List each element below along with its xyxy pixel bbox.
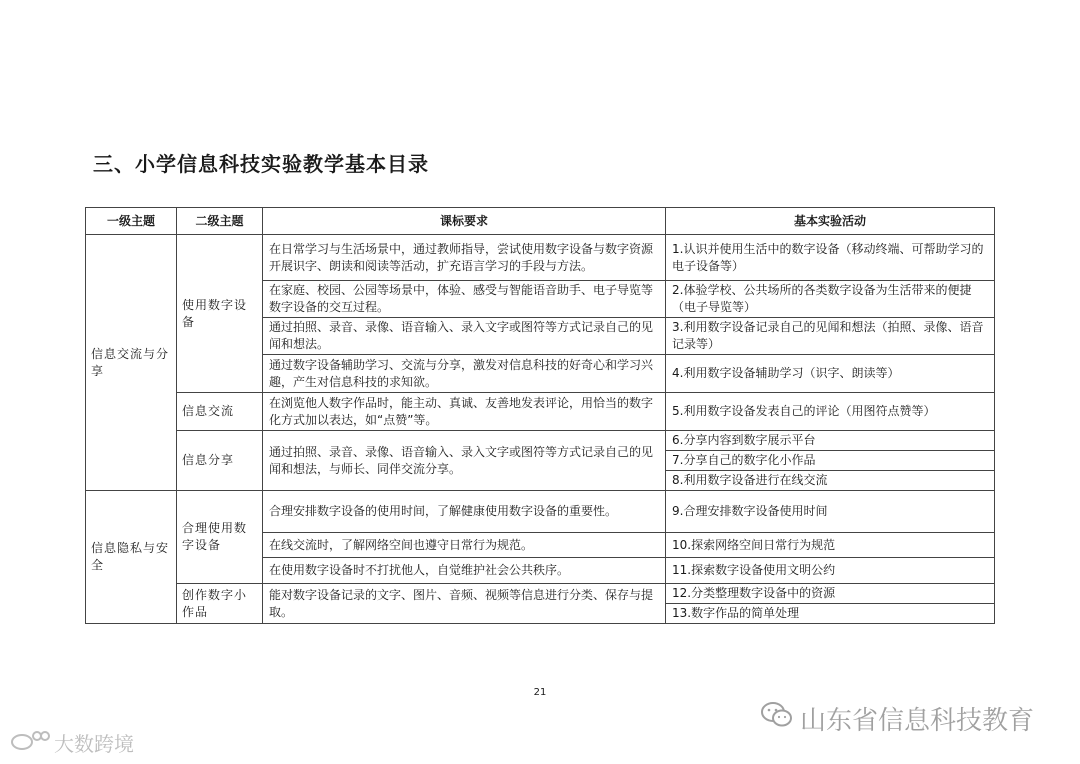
activity-cell: 12.分类整理数字设备中的资源 — [666, 584, 995, 604]
requirement-cell: 能对数字设备记录的文字、图片、音频、视频等信息进行分类、保存与提取。 — [263, 584, 666, 624]
requirement-cell: 在线交流时，了解网络空间也遵守日常行为规范。 — [263, 533, 666, 558]
activity-cell: 11.探索数字设备使用文明公约 — [666, 558, 995, 584]
activity-cell: 5.利用数字设备发表自己的评论（用图符点赞等） — [666, 393, 995, 431]
activity-cell: 8.利用数字设备进行在线交流 — [666, 471, 995, 491]
wechat-icon — [760, 701, 794, 736]
activity-cell: 4.利用数字设备辅助学习（识字、朗读等） — [666, 355, 995, 393]
activity-cell: 2.体验学校、公共场所的各类数字设备为生活带来的便捷（电子导览等） — [666, 281, 995, 318]
header-basic-activity: 基本实验活动 — [666, 208, 995, 235]
requirement-cell: 在日常学习与生活场景中，通过教师指导，尝试使用数字设备与数字资源开展识字、朗读和阅读等活动，扩充语言学习的手段与方法。 — [263, 235, 666, 281]
activity-cell: 10.探索网络空间日常行为规范 — [666, 533, 995, 558]
subtheme-proper-use: 合理使用数字设备 — [177, 491, 263, 584]
header-level2-theme: 二级主题 — [177, 208, 263, 235]
subtheme-use-devices: 使用数字设备 — [177, 235, 263, 393]
weibo-icon — [10, 728, 50, 757]
subtheme-info-sharing: 信息分享 — [177, 431, 263, 491]
table-row — [86, 584, 995, 604]
requirement-cell: 通过数字设备辅助学习、交流与分享，激发对信息科技的好奇心和学习兴趣，产生对信息科技的求知欲。 — [263, 355, 666, 393]
theme-info-exchange: 信息交流与分享 — [86, 235, 177, 491]
experiment-catalog-table — [85, 207, 995, 624]
table-header-row — [86, 208, 995, 235]
section-title: 三、小学信息科技实验教学基本目录 — [93, 152, 429, 176]
requirement-cell: 在家庭、校园、公园等场景中，体验、感受与智能语音助手、电子导览等数字设备的交互过程。 — [263, 281, 666, 318]
table-row — [86, 431, 995, 451]
requirement-cell: 在使用数字设备时不打扰他人，自觉维护社会公共秩序。 — [263, 558, 666, 584]
requirement-cell: 通过拍照、录音、录像、语音输入、录入文字或图符等方式记录自己的见闻和想法，与师长、同伴交流分享。 — [263, 431, 666, 491]
watermark-right — [760, 700, 1034, 737]
table-row — [86, 235, 995, 281]
activity-cell: 6.分享内容到数字展示平台 — [666, 431, 995, 451]
subtheme-create-works: 创作数字小作品 — [177, 584, 263, 624]
requirement-cell: 在浏览他人数字作品时，能主动、真诚、友善地发表评论，用恰当的数字化方式加以表达，如“点赞”等。 — [263, 393, 666, 431]
table-row — [86, 491, 995, 533]
activity-cell: 7.分享自己的数字化小作品 — [666, 451, 995, 471]
page-number: 21 — [533, 687, 547, 698]
header-level1-theme: 一级主题 — [86, 208, 177, 235]
requirement-cell: 通过拍照、录音、录像、语音输入、录入文字或图符等方式记录自己的见闻和想法。 — [263, 318, 666, 355]
subtheme-info-exchange: 信息交流 — [177, 393, 263, 431]
activity-cell: 9.合理安排数字设备使用时间 — [666, 491, 995, 533]
header-curriculum-requirement: 课标要求 — [263, 208, 666, 235]
watermark-right-text: 山东省信息科技教育 — [800, 706, 1035, 736]
activity-cell: 1.认识并使用生活中的数字设备（移动终端、可帮助学习的电子设备等） — [666, 235, 995, 281]
watermark-left — [10, 728, 134, 757]
watermark-left-text: 大数跨境 — [54, 732, 134, 756]
requirement-cell: 合理安排数字设备的使用时间，了解健康使用数字设备的重要性。 — [263, 491, 666, 533]
activity-cell: 3.利用数字设备记录自己的见闻和想法（拍照、录像、语音记录等） — [666, 318, 995, 355]
activity-cell: 13.数字作品的简单处理 — [666, 604, 995, 624]
table-row — [86, 393, 995, 431]
theme-privacy-security: 信息隐私与安全 — [86, 491, 177, 624]
